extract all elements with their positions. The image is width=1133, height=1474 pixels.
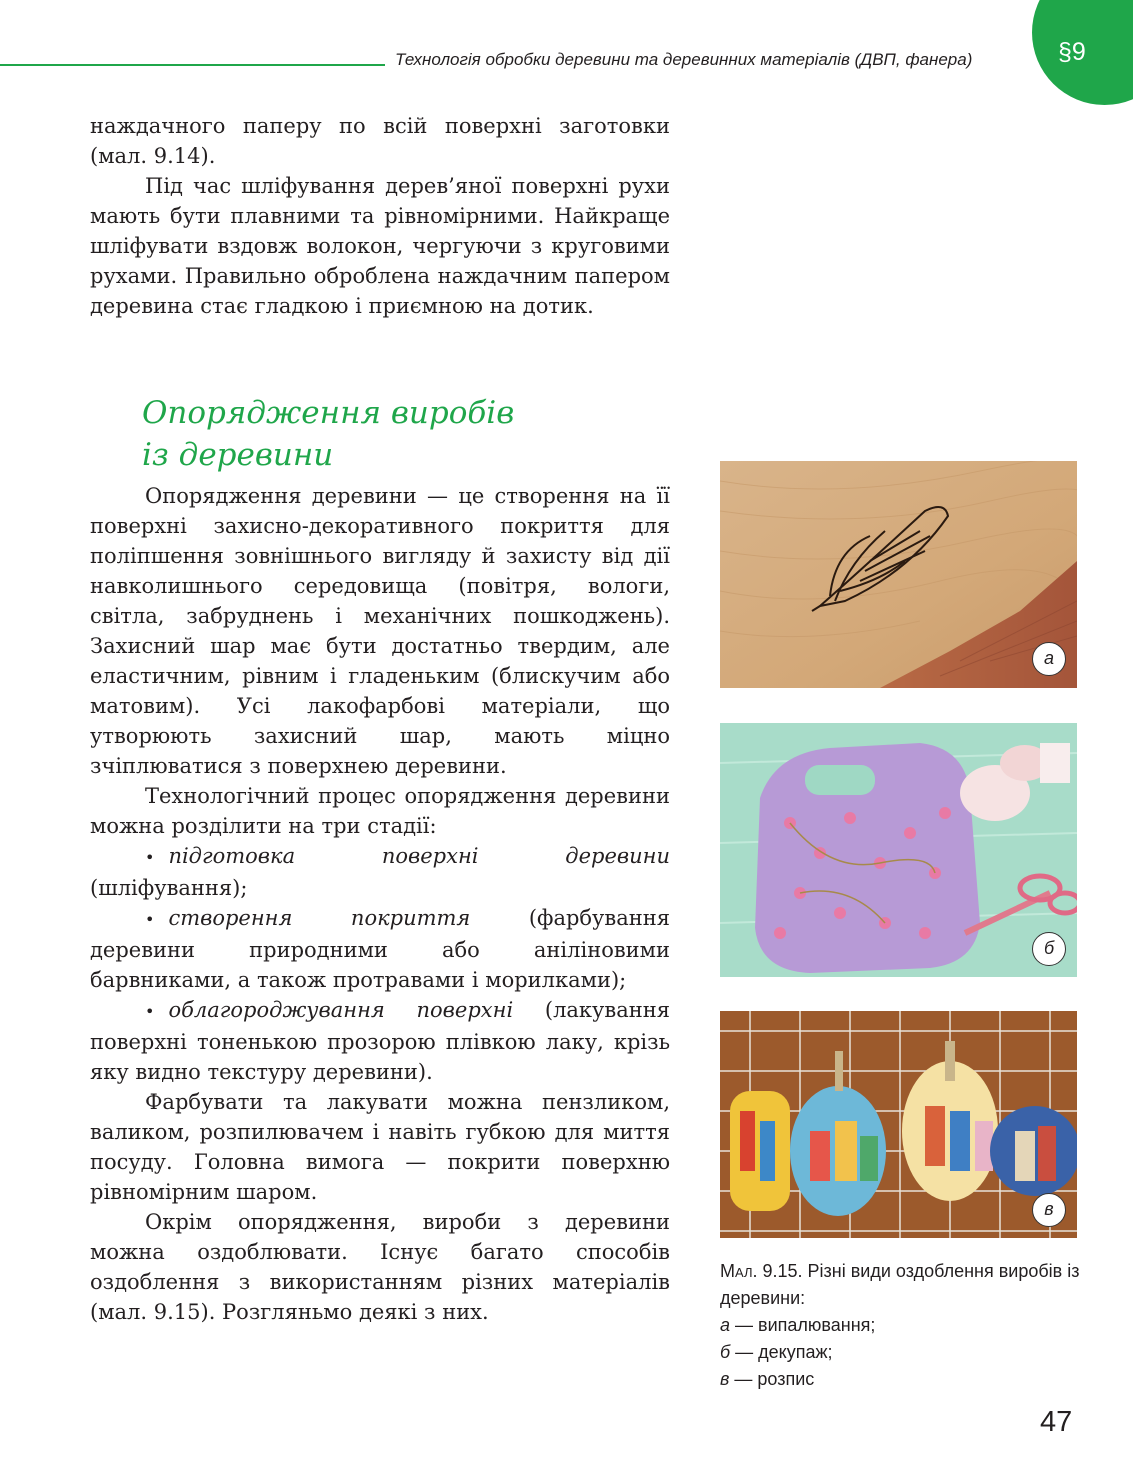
caption-item (720, 1312, 1080, 1339)
section-heading (142, 392, 682, 476)
bullet-icon: • (145, 848, 155, 867)
figure-label-a: а (1032, 642, 1066, 676)
caption-title: Різні види оздоблення виробів із деревини: (720, 1261, 1080, 1308)
list-item-term: облагороджування поверхні (168, 998, 514, 1022)
caption-item-letter: а (720, 1315, 731, 1335)
body-paragraph-1: Опорядження деревини — це створення на її поверхні захисно-декоративного покриття для поліпшення зовнішнього вигляду й захисту від дії навколишнього середовища (повітря, вологи, світла, забруднень і механічних пошкоджень). Захисний шар має бути достатньо твердим, але еластичним, рівним і гладеньким (блискучим або матовим). Усі лакофарбові матеріали, що утворюють захисний шар, мають міцно зчіплюватися з поверхнею деревини. (90, 484, 670, 778)
list-item (90, 841, 670, 903)
list-item (90, 995, 670, 1087)
section-number: §9 (1058, 38, 1086, 66)
caption-item-text: — розпис (729, 1369, 815, 1389)
intro-paragraph-2: Під час шліфування дерев’яної поверхні рухи мають бути плавними та рівномірними. Найкраще шліфувати вздовж волокон, чергуючи з круговими рухами. Правильно оброблена наждачним папером деревина стає гладкою і приємною на дотик. (90, 174, 670, 318)
list-item-text: (фарбування деревини природними або аніліновими барвниками, а також протравами і морилками); (90, 906, 670, 992)
heading-line-2: із деревини (142, 437, 334, 473)
decoupage-image (720, 723, 1077, 977)
running-title: Технологія обробки деревини та деревинних матеріалів (ДВП, фанера) (395, 50, 973, 69)
list-item (90, 903, 670, 995)
figure-c-painting (720, 1011, 1077, 1238)
caption-item-text: — декупаж; (730, 1342, 833, 1362)
painting-image (720, 1011, 1077, 1238)
page-number: 47 (1040, 1406, 1073, 1438)
caption-item-text: — випалювання; (730, 1315, 876, 1335)
body-paragraph-3: Фарбувати та лакувати можна пензликом, валиком, розпилювачем і навіть губкою для миття посуду. Головна вимога — покрити поверхню рівномірним шаром. (90, 1090, 670, 1204)
caption-item-letter: б (720, 1342, 731, 1362)
list-item-term: створення покриття (168, 906, 471, 930)
body-text (90, 481, 670, 1327)
list-item-text: (лакування поверхні тоненькою прозорою плівкою лаку, крізь яку видно текстуру деревини). (90, 998, 670, 1084)
caption-item-letter: в (720, 1369, 730, 1389)
figure-label-c: в (1032, 1193, 1066, 1227)
caption-title-line (720, 1258, 1080, 1312)
body-paragraph-2: Технологічний процес опорядження деревини можна розділити на три стадії: (90, 784, 670, 838)
body-paragraph-4: Окрім опорядження, вироби з деревини можна оздоблювати. Існує багато способів оздоблення з використанням різних матеріалів (мал. 9.15). Розгляньмо деякі з них. (90, 1210, 670, 1324)
intro-text (90, 111, 670, 321)
caption-prefix: Мал. 9.15. (720, 1261, 803, 1281)
list-item-term: підготовка поверхні деревини (168, 844, 670, 868)
wood-burning-image (720, 461, 1077, 688)
header-rule (0, 64, 385, 66)
list-item-text: (шліфування); (90, 876, 248, 900)
intro-paragraph-1: наждачного паперу по всій поверхні заготовки (мал. 9.14). (90, 114, 670, 168)
bullet-icon: • (145, 1002, 155, 1021)
figure-caption (720, 1258, 1080, 1393)
heading-line-1: Опорядження виробів (142, 395, 515, 431)
caption-item (720, 1339, 1080, 1366)
figure-a-wood-burning (720, 461, 1077, 688)
caption-item (720, 1366, 1080, 1393)
figure-label-b: б (1032, 932, 1066, 966)
figure-b-decoupage (720, 723, 1077, 977)
bullet-icon: • (145, 910, 155, 929)
